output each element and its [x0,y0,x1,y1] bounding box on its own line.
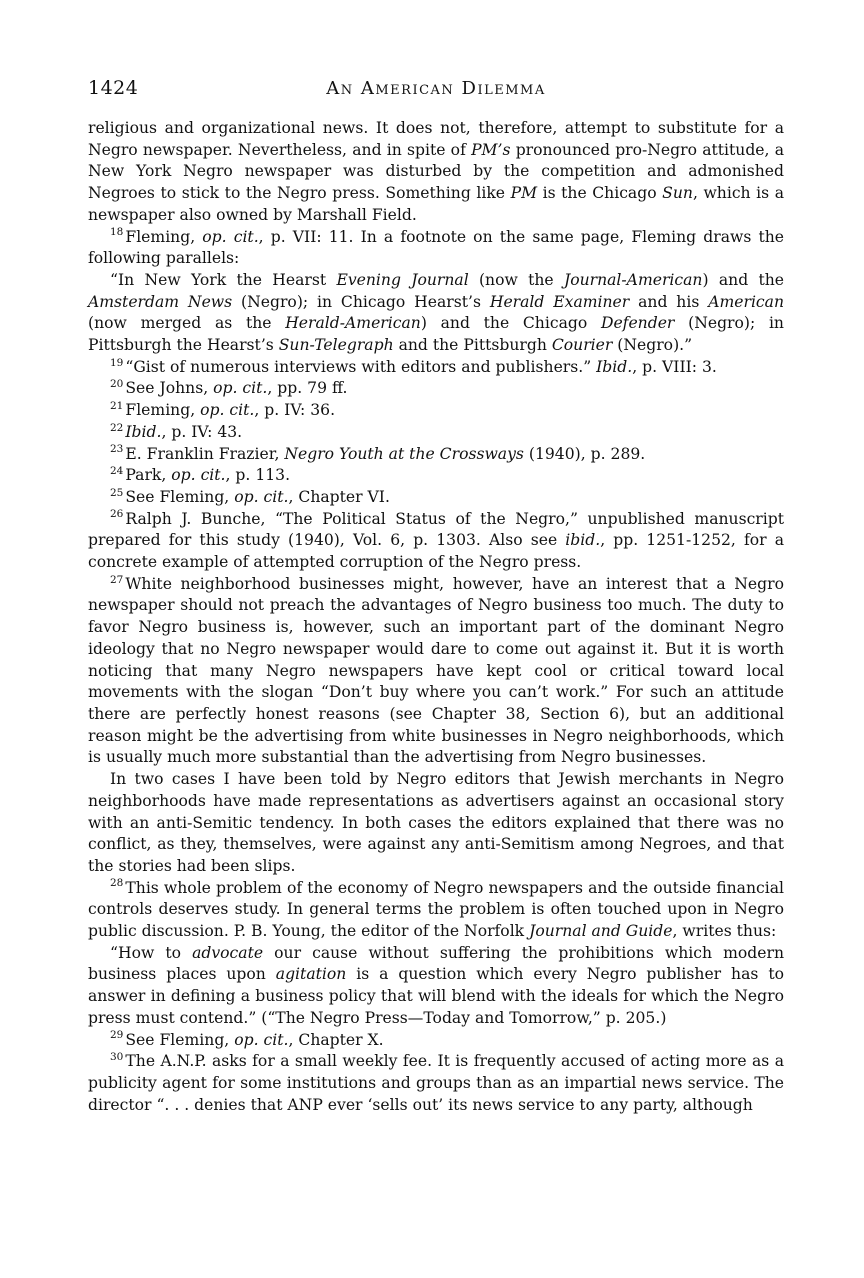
text-run: ) and the Chicago [420,314,601,333]
text-run: See Fleming, [125,1030,235,1049]
footnote-paragraph [88,487,784,509]
footnote-paragraph [88,118,784,227]
text-run: In two cases I have been told by Negro editors that Jewish merchants in Negro neighborhoods have made representations as advertisers against an occasional story with an anti-Semitic tendency. In both cases the editors explained that there was no conflict, as they, themselves, were against any anti-Semitism among Negroes, and that the stories had been slips. [88,770,784,875]
footnote-number: 24 [110,465,124,478]
text-run: (Negro).” [612,336,693,355]
page-number: 1424 [88,77,139,99]
footnote-paragraph [88,1051,784,1116]
footnote-number: 21 [110,399,124,412]
text-run: (now the [468,270,564,289]
text-run: , p. 113. [225,466,291,485]
italic-text: ibid. [565,531,601,550]
footnote-paragraph [88,378,784,400]
italic-text: PM’s [471,140,511,159]
footnote-paragraph [88,422,784,444]
text-run: “Gist of numerous interviews with editors and publishers.” [125,357,597,376]
text-run: “How to [110,943,193,962]
text-run: This whole problem of the economy of Negro newspapers and the outside financial controls deserves study. In general terms the problem is often touched upon in Negro public discussion. P. B. Young, the editor of the Norfolk [88,878,784,941]
italic-text: advocate [192,943,264,962]
footnote-number: 30 [110,1051,124,1064]
text-run: is the Chicago [537,184,663,203]
text-run: Park, [125,466,172,485]
text-run: pronounced pro-Negro attitude, a New York Negro newspaper was disturbed by the competition and admonished Negroes to stick to the Negro press. Something like [88,140,785,203]
footnote-paragraph [88,465,784,487]
italic-text: Courier [551,336,613,355]
italic-text: op. cit. [202,227,259,246]
text-run: (Negro); in Chicago Hearst’s [232,292,490,311]
italic-text: PM [510,184,538,203]
text-run: religious and organizational news. It does not, therefore, attempt to substitute for a Negro newspaper. Nevertheless, and in spite of [88,119,784,159]
footnote-paragraph [88,878,784,943]
text-run: is a question which every Negro publisher has to answer in defining a business policy that will blend with the ideals for which the Negro press must contend.” (“The Negro Press—Today and Tomorrow,” p. 205.) [88,965,784,1027]
text-run: , Chapter X. [288,1030,384,1049]
footnote-paragraph [88,769,784,878]
italic-text: Amsterdam News [88,292,233,311]
text-run: , which is a newspaper also owned by Marshall Field. [88,184,784,224]
italic-text: op. cit. [200,401,255,420]
italic-text: Herald Examiner [489,292,630,311]
footnote-paragraph [88,357,784,379]
italic-text: Ibid. [596,357,633,376]
footnote-number: 18 [110,226,124,239]
footnote-paragraph [88,574,784,769]
text-run: Fleming, [125,401,201,420]
footnote-number: 23 [110,443,124,456]
footnote-paragraph [88,227,784,270]
text-run: (Negro); in Pittsburgh the Hearst’s [88,314,784,355]
footnote-number: 29 [110,1029,124,1042]
text-run: , Chapter VI. [288,487,390,506]
italic-text: op. cit. [234,1030,289,1049]
footnote-paragraph [88,444,784,466]
text-run: (now merged as the [88,314,286,333]
text-run: The A.N.P. asks for a small weekly fee. It is frequently accused of acting more as a publicity agent for some institutions and groups than as an impartial news service. The director “. . . denies that ANP ever ‘sells out’ its news service to any party, although [88,1052,784,1114]
book-page [88,78,784,1116]
footnote-number: 20 [110,378,124,391]
italic-text: Sun-Telegraph [278,336,394,355]
footnote-paragraph [88,509,784,574]
footnote-number: 28 [110,877,124,890]
italic-text: Defender [600,314,675,333]
text-run: our cause without suffering the prohibitions which modern business places upon [88,943,784,984]
text-run: White neighborhood businesses might, however, have an interest that a Negro newspaper should not preach the advantages of Negro business too much. The duty to favor Negro business is, however, such an important part of the dominant Negro ideology that no Negro newspaper would dare to come out against it. But it is worth noticing that many Negro newspapers have kept cool or critical toward local movements with the slogan “Don’t buy where you can’t work.” For such an attitude there are perfectly honest reasons (see Chapter 38, Section 6), but an additional reason might be the advertising from white businesses in Negro neighborhoods, which is usually much more substantial than the advertising from Negro businesses. [88,574,784,767]
footnote-paragraph [88,1030,784,1052]
italic-text: American [708,292,785,311]
italic-text: op. cit. [171,466,226,485]
text-run: , pp. 79 ff. [267,379,348,398]
text-run: and his [629,292,709,311]
italic-text: op. cit. [213,379,268,398]
text-run: “In New York the Hearst [110,270,337,289]
text-run: and the Pittsburgh [393,336,552,355]
footnotes-section [88,118,784,1116]
footnote-paragraph [88,943,784,1030]
italic-text: Ibid. [125,422,162,441]
italic-text: agitation [275,965,347,984]
text-run: (1940), p. 289. [523,444,646,463]
italic-text: Journal-American [563,270,703,289]
text-run: , p. VIII: 3. [632,357,717,376]
footnote-number: 26 [110,508,124,521]
italic-text: op. cit. [234,487,289,506]
footnote-number: 25 [110,486,124,499]
text-run: , p. VII: 11. In a footnote on the same page, Fleming draws the following parallels: [88,227,785,268]
text-run: , writes thus: [672,922,777,941]
text-run: Ralph J. Bunche, “The Political Status of the Negro,” unpublished manuscript prepared for this study (1940), Vol. 6, p. 1303. Also see [88,509,784,550]
footnote-number: 27 [110,573,124,586]
italic-text: Herald-American [285,314,421,333]
italic-text: Evening Journal [336,270,469,289]
footnote-number: 19 [110,356,124,369]
text-run: , pp. 1251-1252, for a concrete example of attempted corruption of the Negro press. [88,531,784,572]
text-run: ) and the [702,270,785,289]
italic-text: Sun [662,184,693,203]
footnote-paragraph [88,270,784,357]
text-run: Fleming, [125,227,203,246]
running-title: An American Dilemma [326,78,546,99]
text-run: E. Franklin Frazier, [125,444,285,463]
page-header [88,78,784,118]
text-run: See Johns, [125,379,214,398]
italic-text: Journal and Guide [529,922,673,941]
text-run: See Fleming, [125,487,235,506]
italic-text: Negro Youth at the Crossways [284,444,524,463]
text-run: , p. IV: 43. [161,422,243,441]
text-run: , p. IV: 36. [254,401,336,420]
footnote-paragraph [88,400,784,422]
footnote-number: 22 [110,421,124,434]
